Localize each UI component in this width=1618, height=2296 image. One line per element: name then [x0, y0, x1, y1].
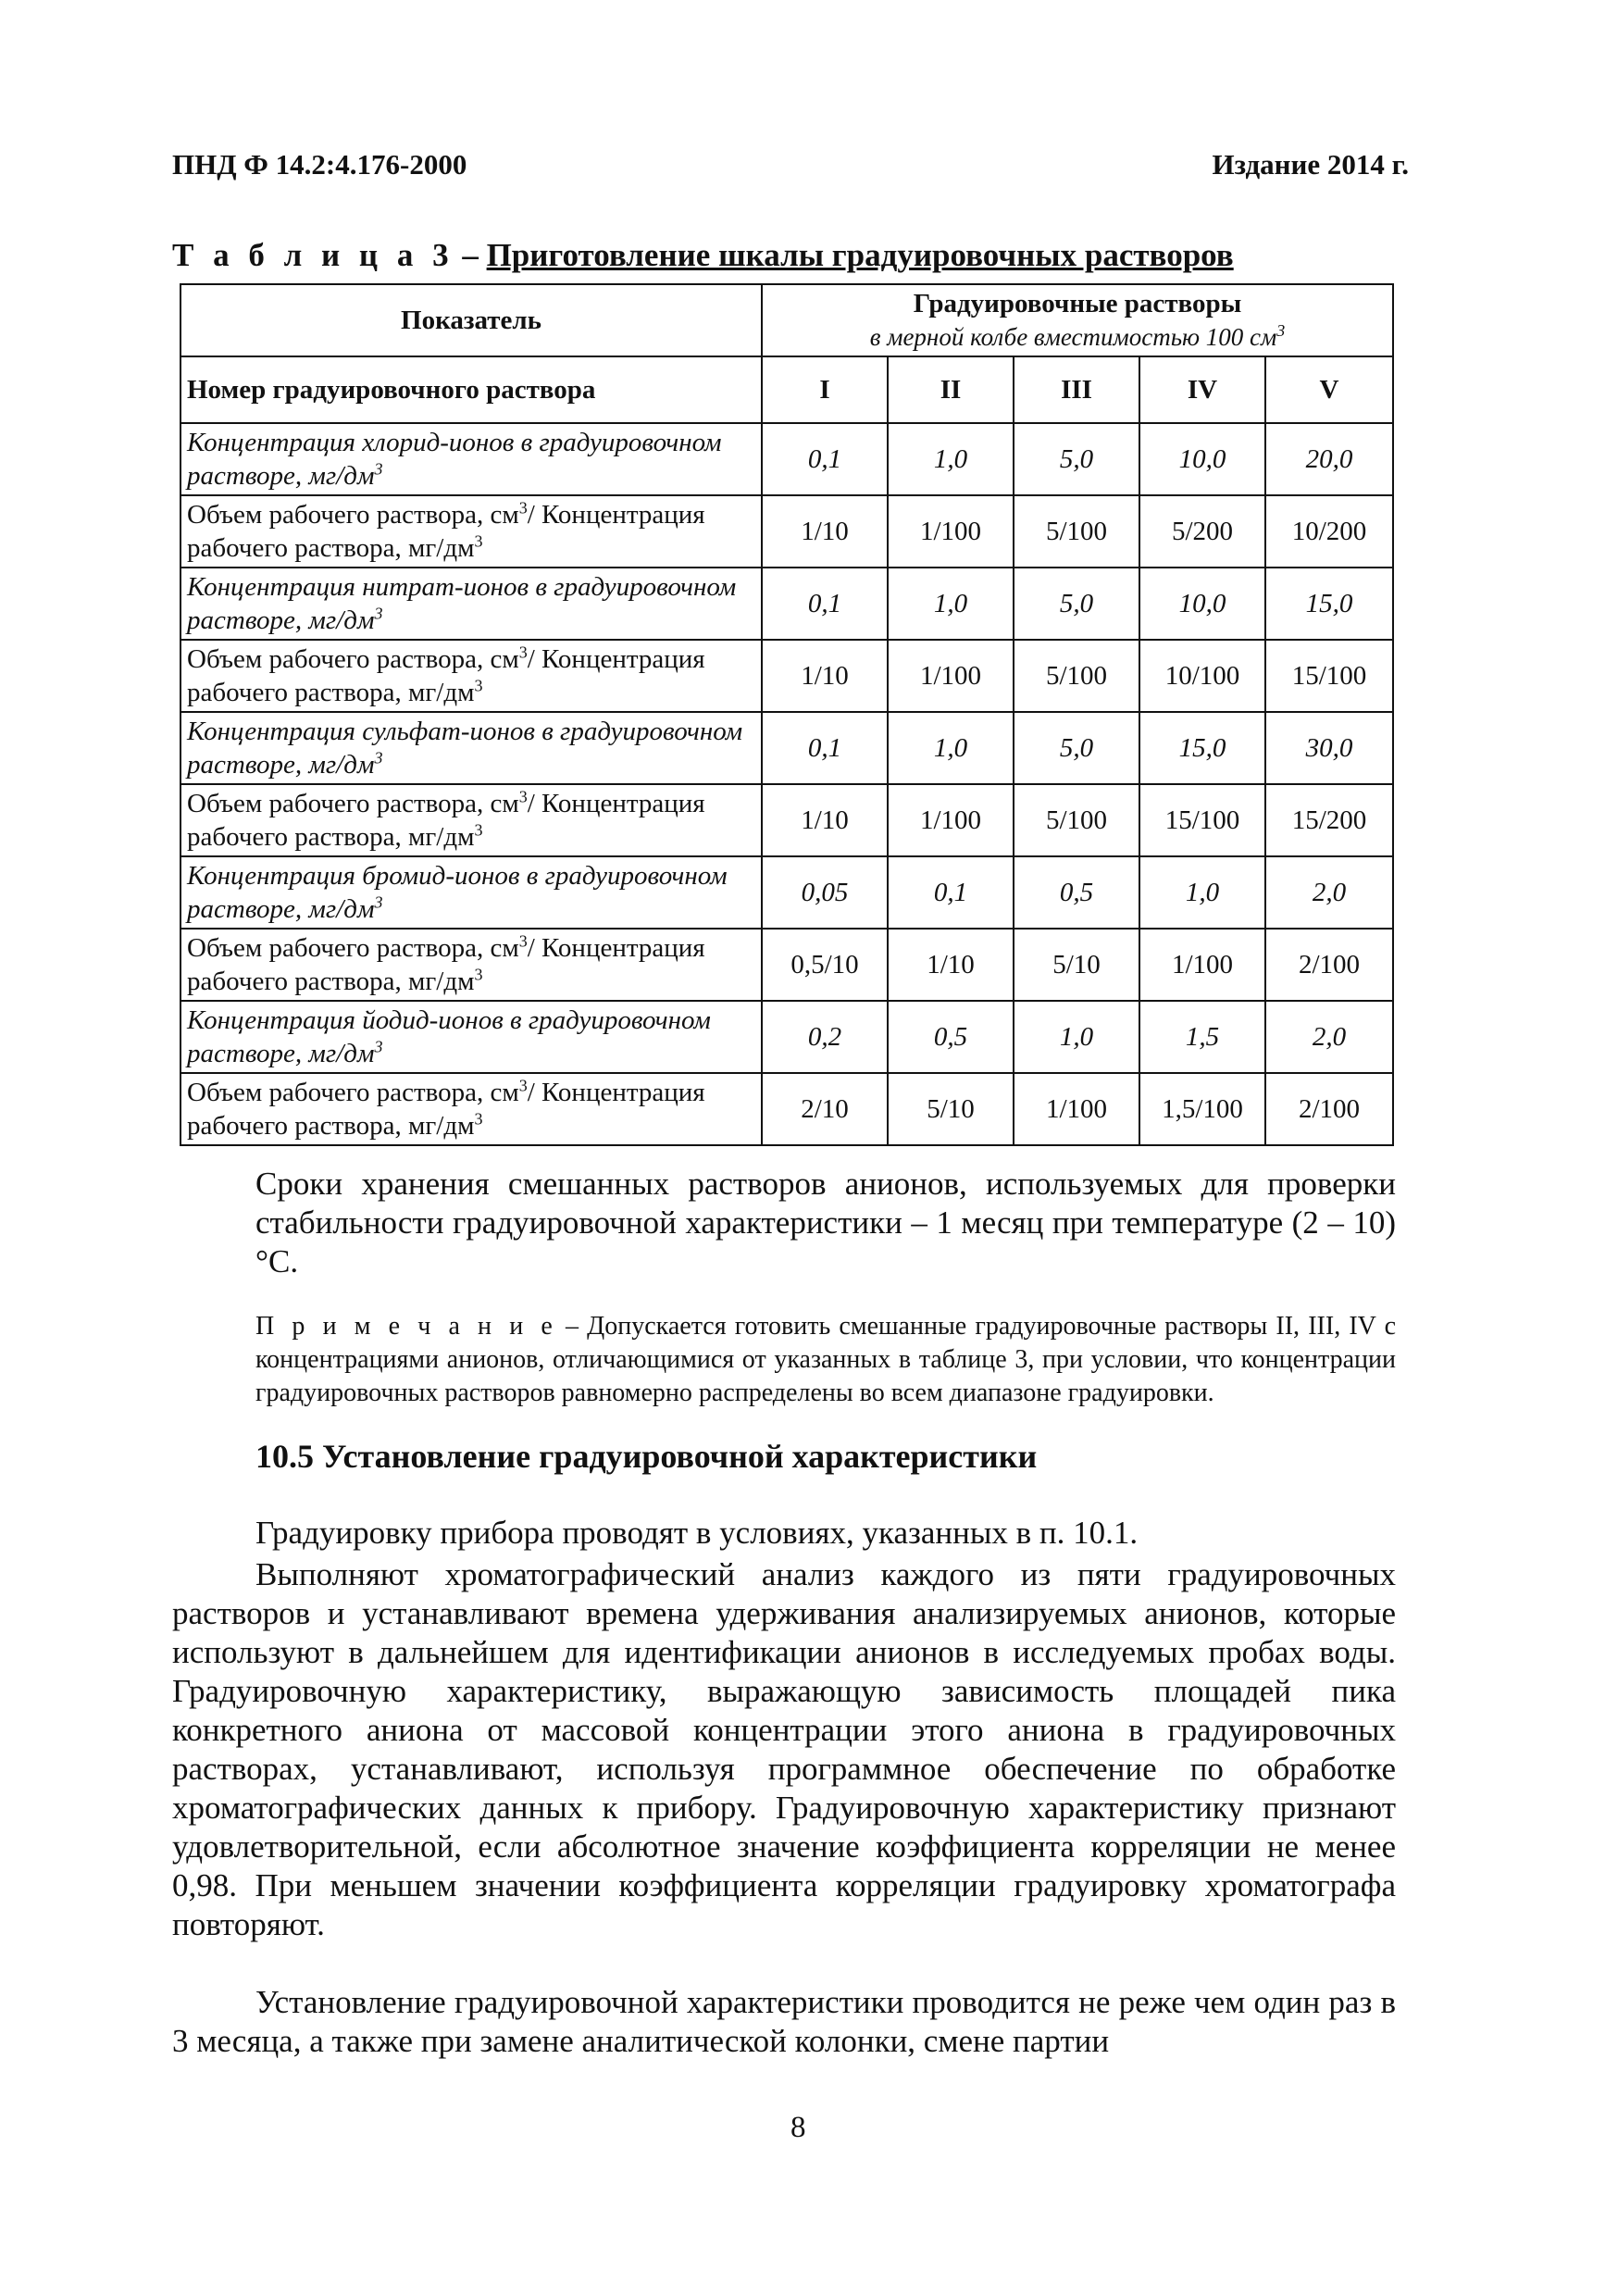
numeral-cell: I [762, 356, 888, 423]
value-cell: 0,1 [762, 423, 888, 495]
value-cell: 15/100 [1265, 640, 1393, 712]
row-label-sup: 3 [518, 643, 528, 662]
value-cell: 15/200 [1265, 784, 1393, 856]
concentration-row [180, 856, 1393, 929]
note-lead: П р и м е ч а н и е [255, 1312, 557, 1341]
row-label-text: Концентрация йодид-ионов в градуировочном растворе, мг/дм [187, 1005, 711, 1068]
value-cell: 0,5/10 [762, 929, 888, 1001]
value-cell: 5,0 [1014, 568, 1139, 640]
row-label-sup: 3 [374, 604, 383, 623]
value-cell: 1/100 [888, 495, 1014, 568]
value-cell: 1,0 [888, 568, 1014, 640]
value-cell: 2/100 [1265, 929, 1393, 1001]
row-label-sup: 3 [374, 459, 383, 479]
numeral-cell: V [1265, 356, 1393, 423]
row-label-sup: 3 [518, 498, 528, 518]
section-paragraph-1: Градуировку прибора проводят в условиях, указанных в п. 10.1. [255, 1515, 1139, 1551]
row-label-text-2: / Концентрация рабочего раствора, мг/дм [187, 500, 705, 563]
value-cell: 1,5/100 [1139, 1073, 1265, 1145]
value-cell: 15,0 [1139, 712, 1265, 784]
header-solutions-subtitle-text: в мерной колбе вместимостью 100 см [869, 323, 1277, 351]
row-label-sup-2: 3 [474, 1109, 483, 1129]
row-label-text-2: / Концентрация рабочего раствора, мг/дм [187, 933, 705, 996]
numeral-cell: III [1014, 356, 1139, 423]
row-label-text: Объем рабочего раствора, см [187, 500, 519, 530]
row-label-text: Концентрация сульфат-ионов в градуировочном растворе, мг/дм [187, 717, 743, 780]
volume-row [180, 640, 1393, 712]
row-label-text: Объем рабочего раствора, см [187, 644, 519, 674]
row-label-sup: 3 [374, 1037, 383, 1056]
value-cell: 20,0 [1265, 423, 1393, 495]
value-cell: 0,1 [762, 712, 888, 784]
value-cell: 10/200 [1265, 495, 1393, 568]
value-cell: 1/10 [762, 640, 888, 712]
value-cell: 0,1 [762, 568, 888, 640]
value-cell: 1/100 [888, 640, 1014, 712]
row-label-sup: 3 [374, 748, 383, 767]
calibration-table [180, 283, 1394, 1146]
value-cell: 5,0 [1014, 712, 1139, 784]
row-label-sup-2: 3 [474, 820, 483, 840]
value-cell: 1/100 [1014, 1073, 1139, 1145]
value-cell: 15,0 [1265, 568, 1393, 640]
table-caption-text: Приготовление шкалы градуировочных растворов [486, 237, 1234, 273]
solution-number-row [180, 356, 1393, 423]
row-label-text: Объем рабочего раствора, см [187, 933, 519, 963]
value-cell: 2/100 [1265, 1073, 1393, 1145]
value-cell: 1/10 [888, 929, 1014, 1001]
row-label [180, 495, 762, 568]
value-cell: 30,0 [1265, 712, 1393, 784]
value-cell: 0,5 [888, 1001, 1014, 1073]
storage-paragraph: Сроки хранения смешанных растворов анионов, используемых для проверки стабильности градуировочной характеристики – 1 месяц при температуре (2 – 10) °С. [255, 1166, 1396, 1279]
row-label [180, 784, 762, 856]
row-label [180, 1073, 762, 1145]
header-solutions [762, 284, 1393, 356]
row-label-sup: 3 [518, 931, 528, 951]
row-label-text-2: / Концентрация рабочего раствора, мг/дм [187, 789, 705, 852]
value-cell: 1,0 [1014, 1001, 1139, 1073]
row-label-text-2: / Концентрация рабочего раствора, мг/дм [187, 1078, 705, 1141]
edition-label: Издание 2014 г. [1212, 148, 1409, 181]
header-solutions-subtitle-sup: 3 [1276, 321, 1286, 340]
value-cell: 5/100 [1014, 495, 1139, 568]
header-solutions-title: Градуировочные растворы [913, 289, 1242, 318]
row-label-text-2: / Концентрация рабочего раствора, мг/дм [187, 644, 705, 707]
row-label [180, 1001, 762, 1073]
value-cell: 1/10 [762, 784, 888, 856]
concentration-row [180, 712, 1393, 784]
value-cell: 2/10 [762, 1073, 888, 1145]
table-caption [172, 237, 1403, 274]
document-code: ПНД Ф 14.2:4.176-2000 [172, 148, 467, 181]
table-header-row [180, 284, 1393, 356]
page-number: 8 [790, 2111, 806, 2144]
value-cell: 2,0 [1265, 1001, 1393, 1073]
row-label-sup: 3 [518, 1076, 528, 1095]
numeral-cell: IV [1139, 356, 1265, 423]
value-cell: 5/10 [888, 1073, 1014, 1145]
concentration-row [180, 423, 1393, 495]
volume-row [180, 929, 1393, 1001]
volume-row [180, 495, 1393, 568]
table-note [255, 1310, 1396, 1410]
value-cell: 1/100 [888, 784, 1014, 856]
table-caption-lead: Т а б л и ц а 3 [172, 237, 454, 273]
value-cell: 0,1 [888, 856, 1014, 929]
row-label-sup-2: 3 [474, 531, 483, 551]
row-label-sup-2: 3 [474, 676, 483, 695]
value-cell: 1/100 [1139, 929, 1265, 1001]
value-cell: 5/100 [1014, 784, 1139, 856]
row-label [180, 568, 762, 640]
value-cell: 0,2 [762, 1001, 888, 1073]
row-label [180, 712, 762, 784]
value-cell: 10,0 [1139, 423, 1265, 495]
value-cell: 10/100 [1139, 640, 1265, 712]
value-cell: 1,0 [888, 423, 1014, 495]
value-cell: 0,05 [762, 856, 888, 929]
volume-row [180, 1073, 1393, 1145]
note-text: – Допускается готовить смешанные градуировочные растворы II, III, IV с концентрациями анионов, отличающимися от указанных в таблице 3, при условии, что концентрации градуировочных растворов равномерно распределены во всем диапазоне градуировки. [255, 1312, 1396, 1407]
value-cell: 5/100 [1014, 640, 1139, 712]
section-title: 10.5 Установление градуировочной характеристики [255, 1438, 1038, 1475]
concentration-row [180, 568, 1393, 640]
row-label [180, 929, 762, 1001]
row-label [180, 423, 762, 495]
value-cell: 1,5 [1139, 1001, 1265, 1073]
value-cell: 1/10 [762, 495, 888, 568]
row-label [180, 640, 762, 712]
section-paragraph-2: Выполняют хроматографический анализ каждого из пяти градуировочных растворов и устанавливают времена удерживания анализируемых анионов, которые используют в дальнейшем для идентификации анионов в исследуемых пробах воды. Градуировочную характеристику, выражающую зависимость площадей пика конкретного аниона от массовой концентрации этого аниона в градуировочных растворах, устанавливают, используя программное обеспечение по обработке хроматографических данных к прибору. Градуировочную характеристику признают удовлетворительной, если абсолютное значение коэффициента корреляции не менее 0,98. При меньшем значении коэффициента корреляции градуировку хроматографа повторяют. [172, 1556, 1396, 1942]
row-label [180, 856, 762, 929]
header-solutions-subtitle [768, 320, 1387, 354]
row-label-text: Концентрация нитрат-ионов в градуировочном растворе, мг/дм [187, 572, 737, 635]
value-cell: 15/100 [1139, 784, 1265, 856]
solution-number-label: Номер градуировочного раствора [180, 356, 762, 423]
value-cell: 0,5 [1014, 856, 1139, 929]
row-label-text: Объем рабочего раствора, см [187, 789, 519, 818]
section-paragraph-3: Установление градуировочной характеристики проводится не реже чем один раз в 3 месяца, а также при замене аналитической колонки, смене партии [172, 1984, 1396, 2059]
row-label-sup-2: 3 [474, 965, 483, 984]
row-label-sup: 3 [518, 787, 528, 806]
row-label-text: Объем рабочего раствора, см [187, 1078, 519, 1107]
row-label-text: Концентрация хлорид-ионов в градуировочном растворе, мг/дм [187, 428, 722, 491]
value-cell: 2,0 [1265, 856, 1393, 929]
numeral-cell: II [888, 356, 1014, 423]
header-indicator: Показатель [180, 284, 762, 356]
value-cell: 1,0 [1139, 856, 1265, 929]
value-cell: 10,0 [1139, 568, 1265, 640]
table-caption-dash: – [454, 237, 487, 273]
row-label-sup: 3 [374, 892, 383, 912]
value-cell: 5/10 [1014, 929, 1139, 1001]
concentration-row [180, 1001, 1393, 1073]
value-cell: 1,0 [888, 712, 1014, 784]
value-cell: 5/200 [1139, 495, 1265, 568]
value-cell: 5,0 [1014, 423, 1139, 495]
row-label-text: Концентрация бромид-ионов в градуировочном растворе, мг/дм [187, 861, 728, 924]
volume-row [180, 784, 1393, 856]
